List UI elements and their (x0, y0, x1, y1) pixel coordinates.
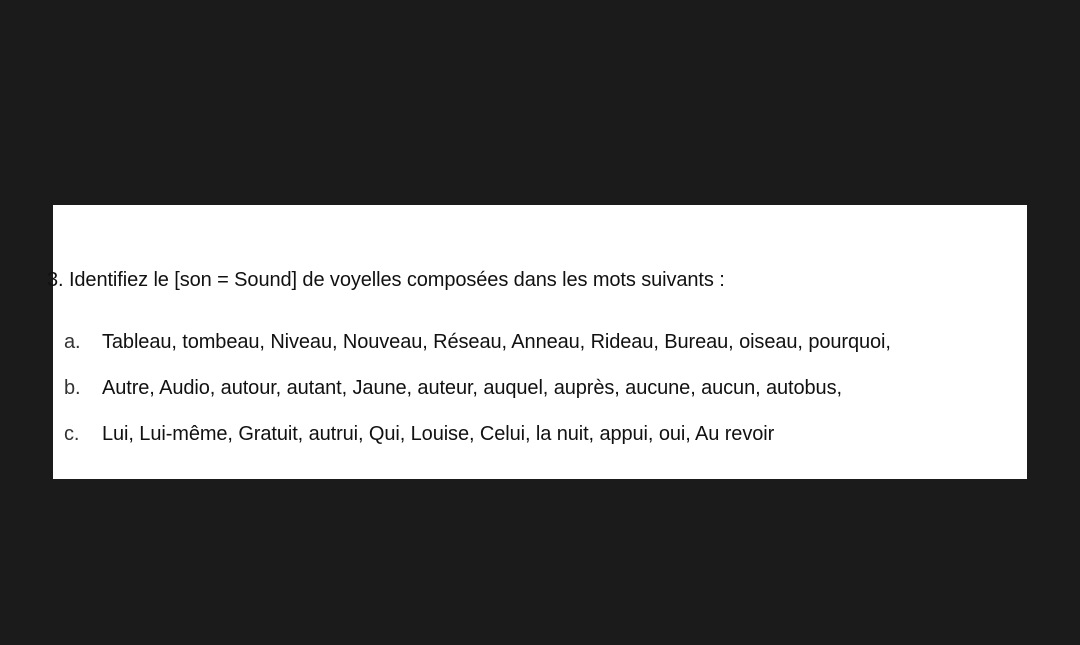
list-marker: c. (64, 423, 80, 445)
question-text: Identifiez le [son = Sound] de voyelles composées dans les mots suivants : (68, 269, 725, 291)
list-marker: b. (64, 377, 81, 399)
list-item-text: Tableau, tombeau, Niveau, Nouveau, Réseau, Anneau, Rideau, Bureau, oiseau, pourquoi, (102, 331, 891, 353)
document-page (47, 205, 1027, 479)
question-number: 3. (47, 269, 64, 291)
list-item-text: Autre, Audio, autour, autant, Jaune, auteur, auquel, auprès, aucune, aucun, autobus, (102, 377, 842, 399)
list-item-text: Lui, Lui-même, Gratuit, autrui, Qui, Louise, Celui, la nuit, appui, oui, Au revoir (102, 423, 775, 445)
list-marker: a. (64, 331, 81, 353)
question-heading (47, 269, 725, 292)
